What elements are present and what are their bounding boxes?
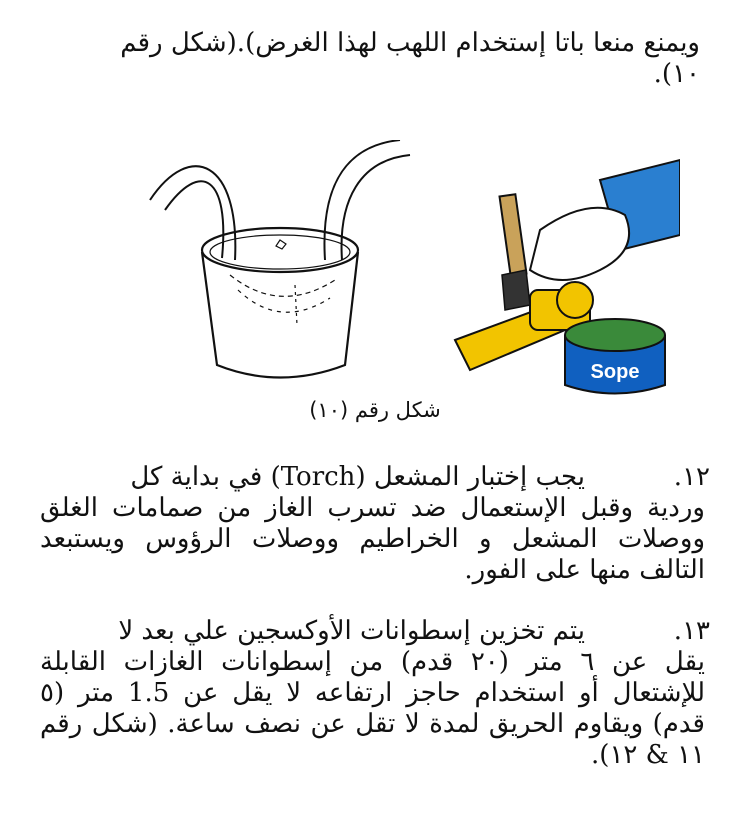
- figure-10: [120, 140, 680, 400]
- list-item-13: [40, 616, 710, 771]
- item-first-line: يتم تخزين إسطوانات الأوكسجين علي بعد لا: [118, 616, 585, 646]
- brush-handle: [500, 194, 527, 275]
- item-text: يقل عن ٦ متر (٢٠ قدم) من إسطوانات الغازات القابلة للإشتعال أو استخدام حاجز ارتفاعه لا يقل عن 1.5 متر (٥ قدم) ويقاوم الحريق لمدة لا تقل عن نصف ساعة. (شكل رقم ١١ & ١٢).: [40, 647, 705, 770]
- list-item-12: [40, 462, 710, 586]
- item-first-line: يجب إختبار المشعل (Torch) في بداية كل: [130, 462, 585, 492]
- soap-brush-illustration: [455, 160, 680, 394]
- soap-liquid: [565, 319, 665, 351]
- bucket-illustration: [150, 140, 410, 378]
- glove-hand: [530, 208, 629, 280]
- intro-line-2: ١٠).: [653, 59, 700, 89]
- figure-caption: شكل رقم (١٠): [309, 398, 441, 422]
- can-label: Sope: [590, 361, 640, 383]
- item-number: ١٢.: [673, 462, 710, 492]
- item-number: ١٣.: [673, 616, 710, 646]
- item-text: وردية وقبل الإستعمال ضد تسرب الغاز من صمامات الغلق ووصلات المشعل و الخراطيم ووصلات الرؤوس ويستبعد التالف منها على الفور.: [40, 493, 705, 585]
- intro-paragraph: [40, 28, 700, 90]
- brush-bristles: [502, 270, 530, 310]
- intro-line-1: ويمنع منعا باتا إستخدام اللهب لهذا الغرض).(شكل رقم: [120, 28, 700, 58]
